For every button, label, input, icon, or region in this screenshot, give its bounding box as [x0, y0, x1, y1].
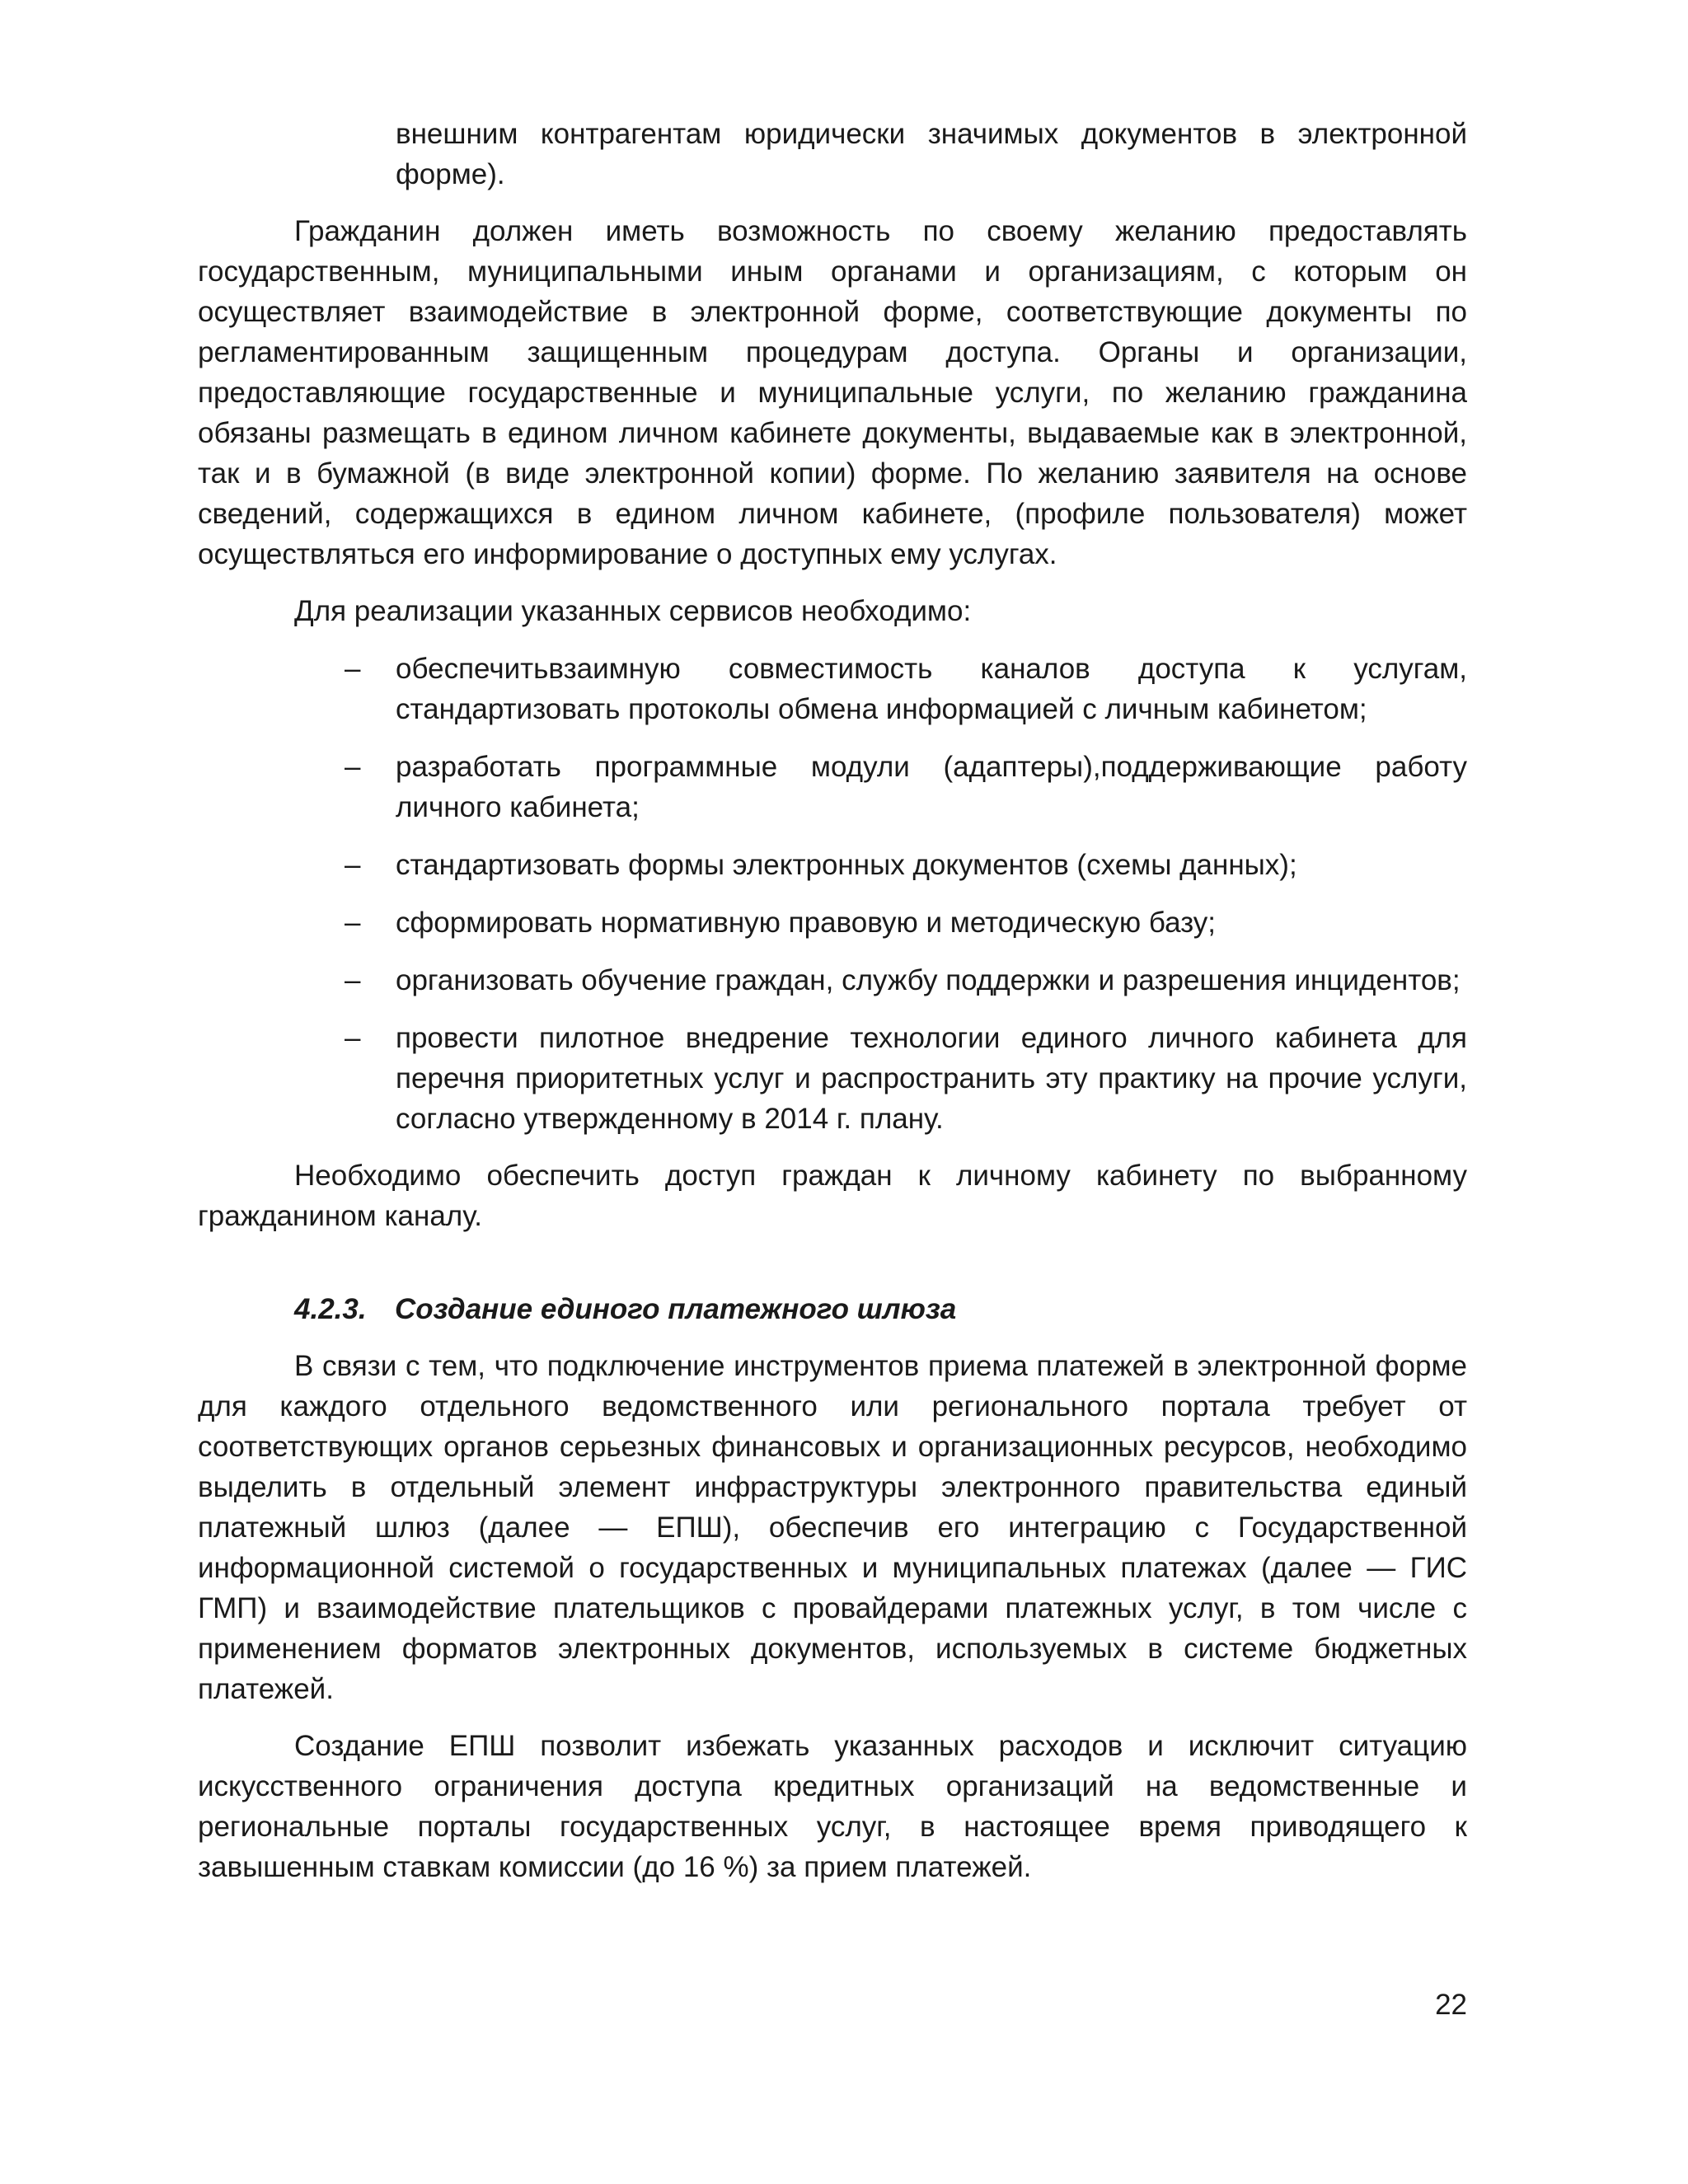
- dash-bullet: –: [345, 907, 361, 939]
- section-heading: [198, 1289, 1467, 1329]
- dash-bullet: –: [345, 751, 361, 783]
- requirements-list: [198, 649, 1467, 1139]
- paragraph-payment-gateway: В связи с тем, что подключение инструментов приема платежей в электронной форме для каждого отдельного ведомственного или регионального портала требует от соответствующих органов серьезных финансовых и организационных ресурсов, необходимо выделить в отдельный элемент инфраструктуры электронного правительства единый платежный шлюз (далее — ЕПШ), обеспечив его интеграцию с Государственной информационной системой о государственных и муниципальных платежах (далее — ГИС ГМП) и взаимодействие плательщиков с провайдерами платежных услуг, в том числе с применением форматов электронных документов, используемых в системе бюджетных платежей.: [198, 1350, 1467, 1705]
- paragraph-access-channel: Необходимо обеспечить доступ граждан к личному кабинету по выбранному гражданином каналу.: [198, 1160, 1467, 1232]
- paragraph-citizen-documents: Гражданин должен иметь возможность по своему желанию предоставлять государственным, муниципальными иным органами и организациям, с которым он осуществляет взаимодействие в электронной форме, соответствующие документы по регламентированным защищенным процедурам доступа. Органы и организации, предоставляющие государственные и муниципальные услуги, по желанию гражданина обязаны размещать в едином личном кабинете документы, выдаваемые как в электронной, так и в бумажной (в виде электронной копии) форме. По желанию заявителя на основе сведений, содержащихся в едином личном кабинете, (профиле пользователя) может осуществляться его информирование о доступных ему услугах.: [198, 215, 1467, 570]
- list-item: [198, 845, 1467, 885]
- continuation-text: внешним контрагентам юридически значимых документов в электронной форме).: [396, 118, 1467, 190]
- page-number: 22: [1435, 1989, 1467, 2021]
- list-item-text: организовать обучение граждан, службу поддержки и разрешения инцидентов;: [396, 964, 1461, 996]
- list-item-text: стандартизовать формы электронных документов (схемы данных);: [396, 849, 1297, 881]
- list-item: [198, 747, 1467, 827]
- paragraph-requirements-intro: Для реализации указанных сервисов необходимо:: [294, 595, 972, 627]
- list-item: [198, 1018, 1467, 1139]
- dash-bullet: –: [345, 964, 361, 996]
- list-item-text: разработать программные модули (адаптеры),поддерживающие работу личного кабинета;: [396, 751, 1467, 823]
- page-content: [198, 114, 1467, 1887]
- dash-bullet: –: [345, 849, 361, 881]
- section-title: Создание единого платежного шлюза: [395, 1293, 957, 1325]
- list-item-text: провести пилотное внедрение технологии единого личного кабинета для перечня приоритетных услуг и распространить эту практику на прочие услуги, согласно утвержденному в 2014 г. плану.: [396, 1022, 1467, 1135]
- list-item: [198, 902, 1467, 943]
- list-item: [198, 649, 1467, 729]
- list-item-text: обеспечитьвзаимную совместимость каналов доступа к услугам, стандартизовать протоколы обмена информацией с личным кабинетом;: [396, 653, 1467, 725]
- list-item-text: сформировать нормативную правовую и методическую базу;: [396, 907, 1217, 939]
- list-item: [198, 960, 1467, 1001]
- dash-bullet: –: [345, 1022, 361, 1054]
- dash-bullet: –: [345, 653, 361, 685]
- paragraph-epsh-benefits: Создание ЕПШ позволит избежать указанных расходов и исключит ситуацию искусственного ограничения доступа кредитных организаций на ведомственные и региональные порталы государственных услуг, в настоящее время приводящего к завышенным ставкам комиссии (до 16 %) за прием платежей.: [198, 1730, 1467, 1883]
- section-number: 4.2.3.: [294, 1293, 367, 1325]
